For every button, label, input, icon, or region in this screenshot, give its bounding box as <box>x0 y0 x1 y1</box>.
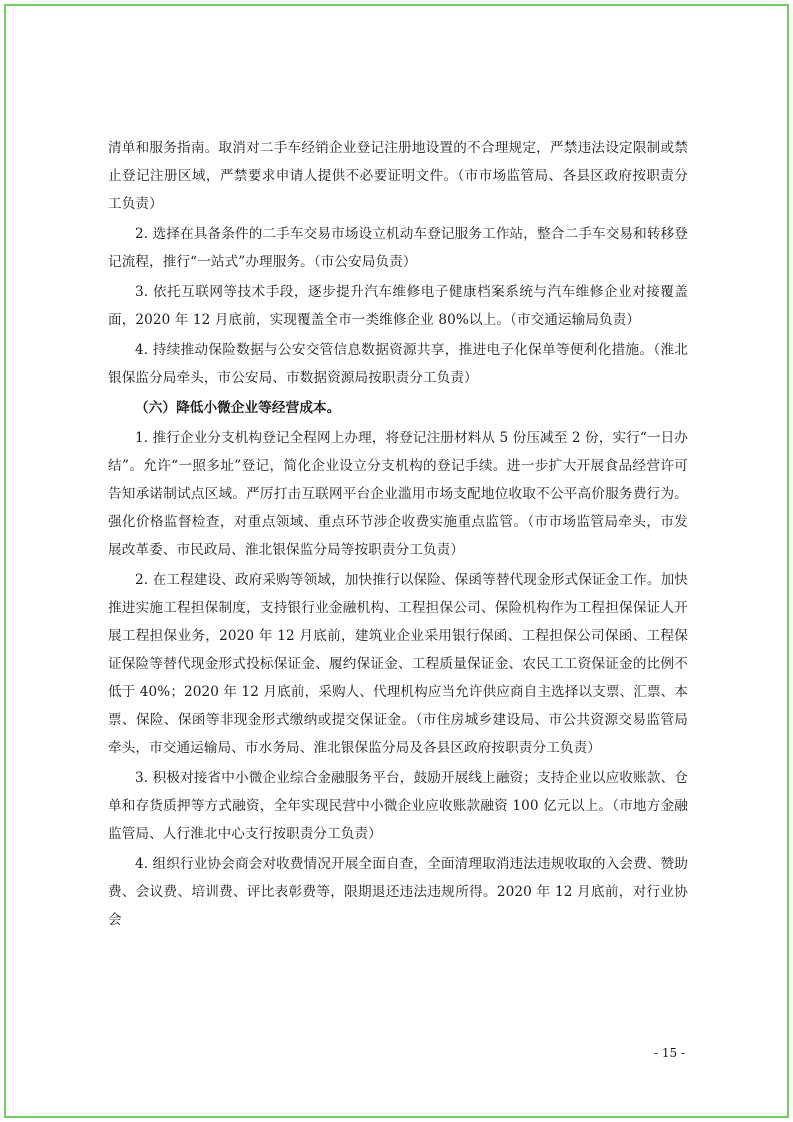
paragraph-7: 3. 积极对接省中小微企业综合金融服务平台，鼓励开展线上融资；支持企业以应收账款、仓单和存货质押等方式融资，全年实现民营中小微企业应收账款融资 100 亿元以上。（市地方金融监管局、人行淮北中心支行按职责分工负责） <box>108 770 688 842</box>
paragraph-1: 清单和服务指南。取消对二手车经销企业登记注册地设置的不合理规定，严禁违法设定限制或禁止登记注册区域，严禁要求申请人提供不必要证明文件。（市市场监管局、各县区政府按职责分工负责） <box>108 140 688 212</box>
paragraph-6: 2. 在工程建设、政府采购等领域，加快推行以保险、保函等替代现金形式保证金工作。加快推进实施工程担保制度，支持银行业金融机构、工程担保公司、保险机构作为工程担保保证人开展工程担保业务，2020 年 12 月底前，建筑业企业采用银行保函、工程担保公司保函、工程保证保险等替代现金形式投标保证金、履约保证金、工程质量保证金、农民工工资保证金的比例不低于 40%；2020 年 12 月底前，采购人、代理机构应当允许供应商自主选择以支票、汇票、本票、保险、保函等非现金形式缴纳或提交保证金。（市住房城乡建设局、市公共资源交易监管局牵头，市交通运输局、市水务局、淮北银保监分局及各县区政府按职责分工负责） <box>108 572 688 756</box>
paragraph-2: 2. 选择在具备条件的二手车交易市场设立机动车登记服务工作站，整合二手车交易和转移登记流程，推行“一站式”办理服务。（市公安局负责） <box>108 226 688 270</box>
page-number: - 15 - <box>653 1046 685 1060</box>
paragraph-3: 3. 依托互联网等技术手段，逐步提升汽车维修电子健康档案系统与汽车维修企业对接覆盖面，2020 年 12 月底前，实现覆盖全市一类维修企业 80%以上。（市交通运输局负责） <box>108 284 688 328</box>
section-heading: （六）降低小微企业等经营成本。 <box>135 400 341 416</box>
paragraph-5: 1. 推行企业分支机构登记全程网上办理，将登记注册材料从 5 份压减至 2 份，实行“一日办结”。允许“一照多址”登记，简化企业设立分支机构的登记手续。进一步扩大开展食品经营许可告知承诺制试点区域。严厉打击互联网平台企业滥用市场支配地位收取不公平高价服务费行为。强化价格监督检查，对重点领域、重点环节涉企收费实施重点监管。（市市场监管局牵头，市发展改革委、市民政局、淮北银保监分局等按职责分工负责） <box>108 430 688 558</box>
document-body <box>108 134 688 936</box>
paragraph-4: 4. 持续推动保险数据与公安交管信息数据资源共享，推进电子化保单等便利化措施。（淮北银保监分局牵头，市公安局、市数据资源局按职责分工负责） <box>108 342 689 386</box>
paragraph-8: 4. 组织行业协会商会对收费情况开展全面自查，全面清理取消违法违规收取的入会费、赞助费、会议费、培训费、评比表彰费等，限期退还违法违规所得。2020 年 12 月底前，对行业协会 <box>108 856 688 928</box>
